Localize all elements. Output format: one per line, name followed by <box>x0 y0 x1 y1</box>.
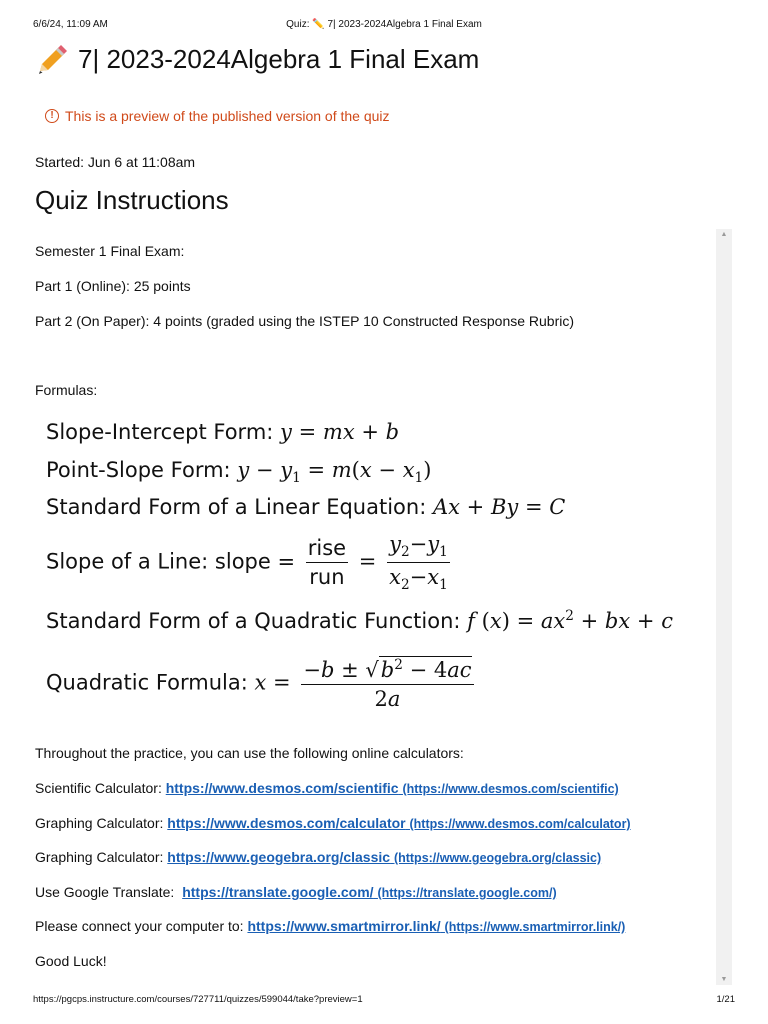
print-page-title: Quiz: ✏️ 7| 2023-2024Algebra 1 Final Exam <box>286 19 482 30</box>
preview-notice <box>45 108 390 124</box>
print-datetime: 6/6/24, 11:09 AM <box>33 19 108 30</box>
desmos-calculator-link[interactable]: https://www.desmos.com/calculator (https://www.desmos.com/calculator) <box>167 815 631 831</box>
preview-notice-text: This is a preview of the published version of the quiz <box>65 108 390 124</box>
instruction-part1: Part 1 (Online): 25 points <box>35 278 191 294</box>
calc-row-translate: Use Google Translate: https://translate.google.com/ (https://translate.google.com/) <box>35 884 557 900</box>
pencil-icon <box>36 45 68 75</box>
instruction-semester: Semester 1 Final Exam: <box>35 243 185 259</box>
print-url: https://pgcps.instructure.com/courses/727711/quizzes/599044/take?preview=1 <box>33 994 363 1005</box>
formula-standard-quadratic: Standard Form of a Quadratic Function: f $(x) = ax^2$ + bx + c <box>46 608 673 633</box>
calculators-intro: Throughout the practice, you can use the following online calculators: <box>35 745 464 761</box>
quiz-title-text: 7| 2023-2024Algebra 1 Final Exam <box>78 44 480 74</box>
google-translate-link[interactable]: https://translate.google.com/ (https://translate.google.com/) <box>182 884 557 900</box>
calc-row-desmos-graphing: Graphing Calculator: https://www.desmos.com/calculator (https://www.desmos.com/calculator) <box>35 815 631 831</box>
formula-point-slope: Point-Slope Form: $y - y_1 = m(x - x_1)$ <box>46 458 432 487</box>
formula-standard-linear: Standard Form of a Linear Equation: Ax + By = C <box>46 495 566 519</box>
scroll-up-icon[interactable]: ▲ <box>720 231 728 238</box>
formulas-label: Formulas: <box>35 382 98 398</box>
instructions-heading: Quiz Instructions <box>35 185 229 215</box>
desmos-scientific-link[interactable]: https://www.desmos.com/scientific (https://www.desmos.com/scientific) <box>165 780 619 796</box>
good-luck: Good Luck! <box>35 953 107 969</box>
smartmirror-link[interactable]: https://www.smartmirror.link/ (https://www.smartmirror.link/) <box>247 918 626 934</box>
formula-slope-intercept: Slope-Intercept Form: y = mx + b <box>46 420 400 444</box>
alert-icon: ! <box>45 109 59 123</box>
instructions-scrollbar[interactable] <box>716 229 732 985</box>
formula-slope: Slope of a Line: slope = $\frac{\text{rise}}{\text{run}}$ = $\frac{y_2-y_1}{x_2-x_1}$ <box>46 532 448 594</box>
quiz-title <box>36 44 479 75</box>
formula-quadratic: Quadratic Formula: x = $\frac{-b \pm √b^2 - 4ac}{2a}$ <box>46 657 472 711</box>
geogebra-link[interactable]: https://www.geogebra.org/classic (https://www.geogebra.org/classic) <box>167 849 602 865</box>
instruction-part2: Part 2 (On Paper): 4 points (graded using the ISTEP 10 Constructed Response Rubric) <box>35 313 575 329</box>
print-page-number: 1/21 <box>716 994 735 1005</box>
calc-row-scientific: Scientific Calculator: https://www.desmos.com/scientific (https://www.desmos.com/scientific) <box>35 780 619 796</box>
calc-row-smartmirror: Please connect your computer to: https://www.smartmirror.link/ (https://www.smartmirror.link/) <box>35 918 626 934</box>
calc-row-geogebra: Graphing Calculator: https://www.geogebra.org/classic (https://www.geogebra.org/classic) <box>35 849 602 865</box>
scroll-down-icon[interactable]: ▼ <box>720 976 728 983</box>
started-time: Started: Jun 6 at 11:08am <box>35 154 196 170</box>
